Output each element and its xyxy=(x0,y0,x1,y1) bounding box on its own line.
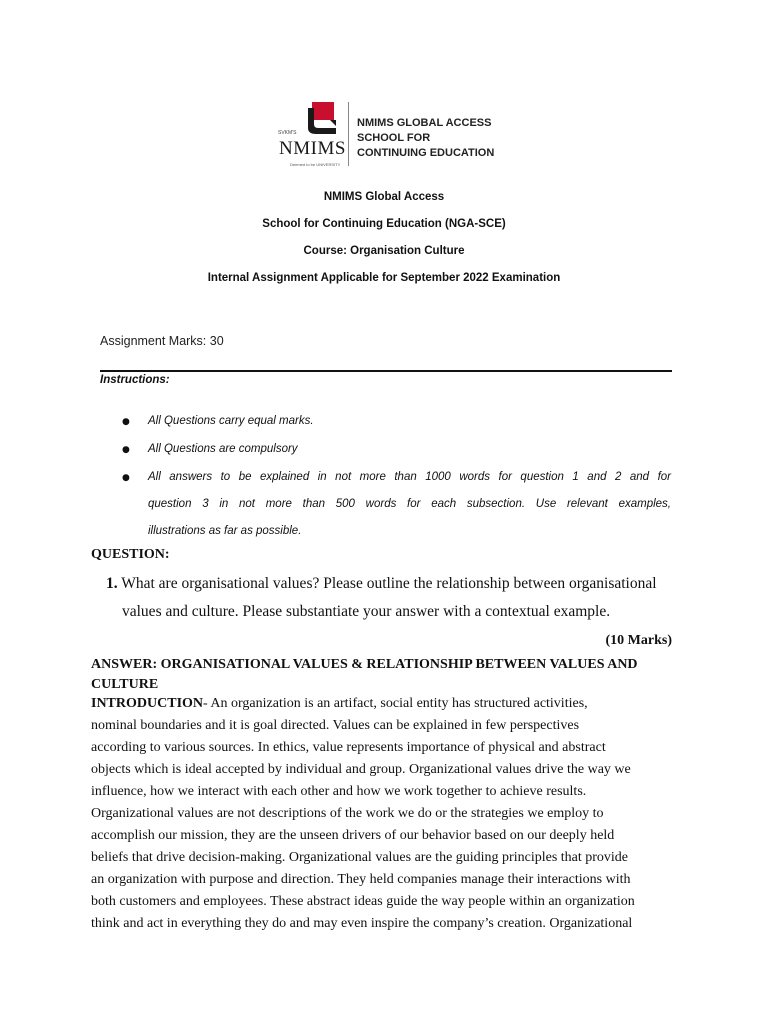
logo-deemed-text: Deemed to be UNIVERSITY xyxy=(290,162,341,167)
answer-line xyxy=(91,696,588,712)
logo-wordmark xyxy=(357,116,494,161)
bullet-icon: ● xyxy=(122,445,130,455)
question-line-1 xyxy=(106,575,672,593)
answer-line: think and act in everything they do and may even inspire the company’s creation. Organizational xyxy=(91,916,633,931)
instructions-title: Instructions: xyxy=(100,374,170,386)
header-assignment: Internal Assignment Applicable for September 2022 Examination xyxy=(207,272,561,284)
answer-heading: ANSWER: ORGANISATIONAL VALUES & RELATIONSHIP BETWEEN VALUES AND CULTURE xyxy=(91,657,638,692)
assignment-marks: Assignment Marks: 30 xyxy=(100,334,224,348)
question-marks: (10 Marks) xyxy=(605,633,672,648)
answer-line: both customers and employees. These abstract ideas guide the way people within an organization xyxy=(91,894,635,909)
logo-line-3: CONTINUING EDUCATION xyxy=(357,147,495,159)
header-school: School for Continuing Education (NGA-SCE) xyxy=(262,218,506,230)
logo-line-2: SCHOOL FOR xyxy=(357,132,431,144)
logo-nmims-text: NMIMS xyxy=(279,138,346,159)
question-heading: QUESTION: xyxy=(91,547,170,562)
answer-line: an organization with purpose and direction. They held companies manage their interactions with xyxy=(91,872,631,887)
instruction-item: All answers to be explained in not more than 1000 words for question 1 and 2 and for xyxy=(148,471,671,483)
answer-line: Organizational values are not descriptions of the work we do or the strategies we employ to xyxy=(91,806,604,821)
nmims-emblem-icon xyxy=(286,102,346,142)
bullet-icon: ● xyxy=(122,417,130,427)
answer-line: accomplish our mission, they are the unseen drivers of our behavior based on our deeply held xyxy=(91,828,615,843)
instruction-item: All Questions are compulsory xyxy=(148,443,298,455)
intro-label: INTRODUCTION xyxy=(91,696,204,711)
logo-svkm-text: SVKM'S xyxy=(278,130,297,136)
answer-line-text: - An organization is an artifact, social entity has structured activities, xyxy=(203,696,588,711)
answer-line: objects which is ideal accepted by individual and group. Organizational values drive the way we xyxy=(91,762,631,777)
header-institution: NMIMS Global Access xyxy=(323,191,445,203)
logo-line-1: NMIMS GLOBAL ACCESS xyxy=(357,117,492,129)
nmims-logo xyxy=(276,100,496,170)
header-course: Course: Organisation Culture xyxy=(303,245,465,257)
answer-line: according to various sources. In ethics, value represents importance of physical and abstract xyxy=(91,740,606,755)
instruction-item-cont: illustrations as far as possible. xyxy=(148,525,302,537)
bullet-icon: ● xyxy=(122,473,130,483)
question-text-2: values and culture. Please substantiate your answer with a contextual example. xyxy=(122,603,611,620)
instruction-item: All Questions carry equal marks. xyxy=(148,415,314,427)
question-number: 1. xyxy=(106,575,118,592)
answer-line: influence, how we interact with each other and how we work together to achieve results. xyxy=(91,784,587,799)
answer-line: beliefs that drive decision-making. Organizational values are the guiding principles that provide xyxy=(91,850,629,865)
question-text-1: What are organisational values? Please outline the relationship between organisational xyxy=(121,575,657,592)
instruction-item-cont: question 3 in not more than 500 words for each subsection. Use relevant examples, xyxy=(148,498,671,510)
divider-rule xyxy=(100,370,672,372)
logo-divider xyxy=(348,102,349,166)
answer-line: nominal boundaries and it is goal directed. Values can be explained in few perspectives xyxy=(91,718,580,733)
